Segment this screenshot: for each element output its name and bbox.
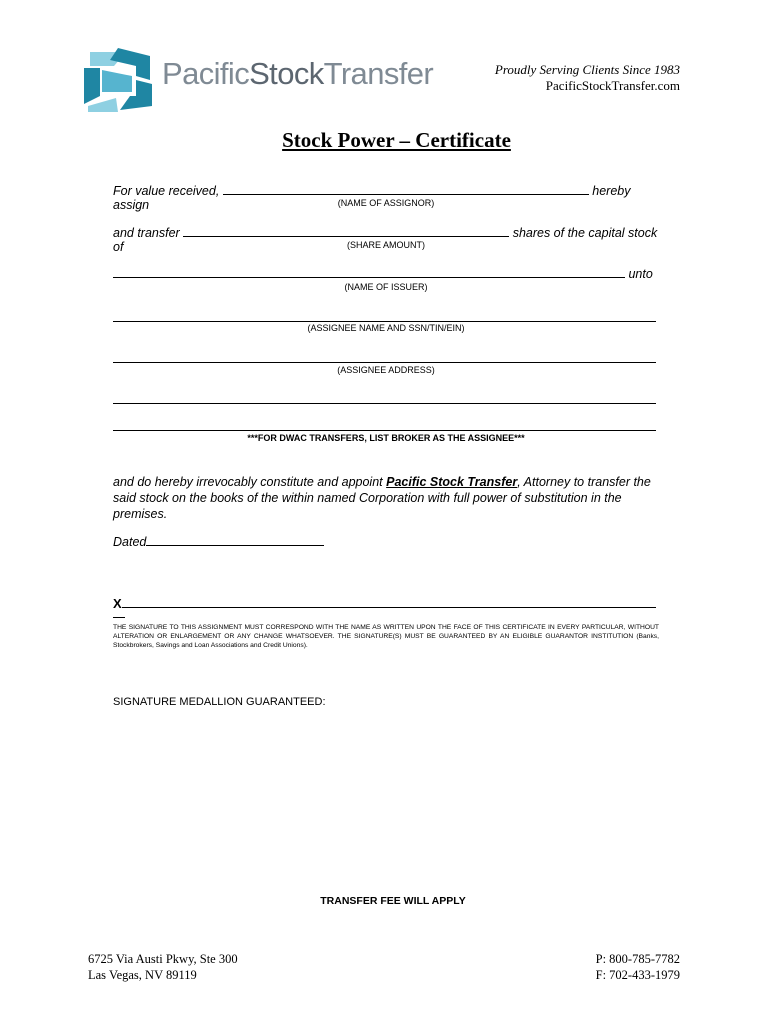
appointment-text-before: and do hereby irrevocably constitute and appoint: [113, 475, 387, 489]
transfer-fee-notice: TRANSFER FEE WILL APPLY: [320, 895, 466, 907]
address-line-2: Las Vegas, NV 89119: [88, 968, 197, 982]
assignee-address-caption: (ASSIGNEE ADDRESS): [337, 365, 435, 375]
assignee-name-caption: (ASSIGNEE NAME AND SSN/TIN/EIN): [307, 323, 465, 333]
dated-field[interactable]: [146, 534, 324, 546]
issuer-row: [113, 266, 659, 281]
document-title: Stock Power – Certificate: [282, 128, 511, 152]
unto-label: unto: [628, 267, 653, 281]
header-contact: [495, 62, 680, 94]
signature-sub-line: [113, 617, 125, 618]
shares-capital-stock-label: shares of the capital stock of: [113, 226, 658, 254]
footer-address: [88, 951, 238, 983]
issuer-name-field[interactable]: [113, 266, 625, 278]
assignee-name-field[interactable]: [113, 321, 656, 322]
signature-notice: THE SIGNATURE TO THIS ASSIGNMENT MUST CORRESPOND WITH THE NAME AS WRITTEN UPON THE FACE OF THIS CERTIFICATE IN EVERY PARTICULAR, WITHOUT ALTERATION OR ENLARGEMENT OR ANY CHANGE WHATSOEVER. THE SIGNATURE(S) MUST BE GUARANTEED BY AN ELIGIBLE GUARANTOR INSTITUTION (Banks, Stockbrokers, Savings and Loan Associations and Credit Unions).: [113, 624, 659, 649]
appointment-text-after: , Attorney to transfer the said stock on the books of the within named Corporation with full power of substitution in the premises.: [113, 475, 651, 521]
logo-word-transfer: Transfer: [323, 56, 434, 91]
appointment-company: Pacific Stock Transfer: [386, 475, 518, 489]
medallion-label: SIGNATURE MEDALLION GUARANTEED:: [113, 696, 326, 708]
address-line-1: 6725 Via Austi Pkwy, Ste 300: [88, 952, 238, 966]
assignee-extra-field-2[interactable]: [113, 430, 656, 431]
hereby-assign-label: hereby assign: [113, 184, 631, 212]
signature-x-mark: X: [113, 596, 122, 611]
logo-word-stock: Stock: [249, 56, 324, 91]
phone-number: P: 800-785-7782: [595, 952, 680, 966]
signature-field[interactable]: [122, 594, 656, 608]
and-transfer-label: and transfer: [113, 226, 180, 240]
assignee-extra-field-1[interactable]: [113, 403, 656, 404]
footer-phone-fax: [596, 951, 680, 983]
issuer-caption: (NAME OF ISSUER): [344, 282, 428, 292]
for-value-received-label: For value received,: [113, 184, 220, 198]
dated-row: [113, 534, 659, 549]
company-logo-icon: [80, 46, 156, 114]
website-link[interactable]: PacificStockTransfer.com: [545, 78, 680, 93]
share-amount-caption: (SHARE AMOUNT): [346, 240, 425, 250]
tagline: Proudly Serving Clients Since 1983: [494, 62, 680, 77]
signature-row: [113, 594, 659, 611]
dated-label: Dated: [113, 535, 147, 549]
appointment-paragraph: [113, 474, 661, 522]
assignor-name-field[interactable]: [223, 183, 589, 195]
assignee-address-field[interactable]: [113, 362, 656, 363]
company-logo-wordmark: [162, 56, 433, 92]
share-amount-field[interactable]: [183, 225, 509, 237]
dwac-note: ***FOR DWAC TRANSFERS, LIST BROKER AS THE ASSIGNEE***: [247, 433, 525, 443]
assignor-caption: (NAME OF ASSIGNOR): [337, 198, 435, 208]
logo-word-pacific: Pacific: [162, 56, 250, 91]
fax-number: F: 702-433-1979: [595, 968, 680, 982]
